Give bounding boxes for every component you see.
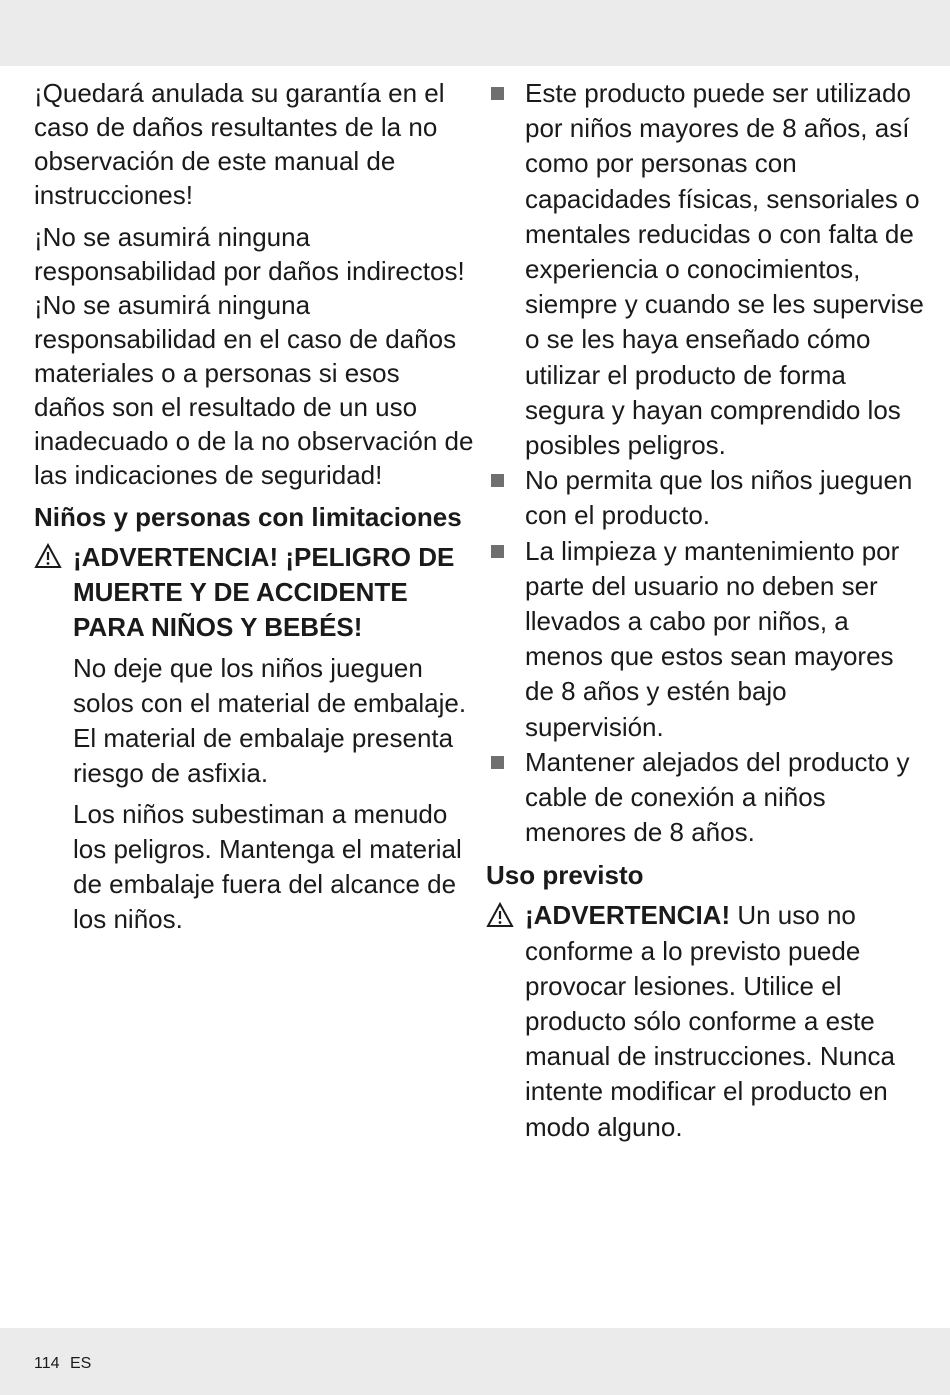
warning-label: ¡ADVERTENCIA! <box>525 900 731 931</box>
warning-paragraph-2: Los niños subestiman a menudo los peligros. Mantenga el material de embalaje fuera del alcance de los niños. <box>73 799 462 934</box>
list-item-text: La limpieza y mantenimiento por parte del usuario no deben ser llevados a cabo por niños, a menos que estos sean mayores de 8 años y estén bajo supervisión. <box>525 535 900 742</box>
warranty-paragraph: ¡Quedará anulada su garantía en el caso de daños resultantes de la no observación de este manual de instrucciones! <box>34 78 445 210</box>
list-item-text: No permita que los niños jueguen con el producto. <box>525 465 913 531</box>
language-code: ES <box>69 1355 92 1372</box>
footer-band <box>0 1328 950 1395</box>
list-item <box>486 76 926 463</box>
warning-title: ¡ADVERTENCIA! ¡PELIGRO DE MUERTE Y DE ACCIDENTE PARA NIÑOS Y BEBÉS! <box>73 542 455 642</box>
warning-body <box>34 651 474 937</box>
list-item <box>486 745 926 851</box>
page-number: 114 <box>34 1355 60 1372</box>
list-item-text: Este producto puede ser utilizado por niños mayores de 8 años, así como por personas con capacidades físicas, sensoriales o mentales reducidas o con falta de experiencia o conocimientos, siempre y cuando se les supervise o se les haya enseñado cómo utilizar el producto de forma segura y hayan comprendido los posibles peligros. <box>525 78 924 461</box>
left-column <box>34 76 474 943</box>
header-band <box>0 0 950 66</box>
list-item <box>486 534 926 745</box>
warning-block <box>34 540 474 645</box>
list-item <box>486 463 926 533</box>
list-item-text: Mantener alejados del producto y cable de conexión a niños menores de 8 años. <box>525 746 910 848</box>
square-bullet-icon <box>491 87 504 100</box>
square-bullet-icon <box>491 545 504 558</box>
warning-triangle-icon <box>34 542 62 570</box>
intended-use-warning <box>486 898 926 1144</box>
square-bullet-icon <box>491 756 504 769</box>
warning-paragraph-1: No deje que los niños jueguen solos con el material de embalaje. El material de embalaje presenta riesgo de asfixia. <box>73 653 467 788</box>
warning-triangle-icon <box>486 901 514 929</box>
page-footer <box>34 1355 91 1373</box>
section-heading-children: Niños y personas con limitaciones <box>34 502 462 532</box>
liability-paragraph: ¡No se asumirá ninguna responsabilidad por daños indirectos! ¡No se asumirá ninguna responsabilidad en el caso de daños materiales o a personas si esos daños son el resultado de un uso inadecuado o de la no observación de las indicaciones de seguridad! <box>34 222 474 490</box>
right-column <box>486 76 926 1145</box>
warning-text: Un uso no conforme a lo previsto puede provocar lesiones. Utilice el producto sólo conforme a este manual de instrucciones. Nunca intente modificar el producto en modo alguno. <box>525 900 895 1142</box>
square-bullet-icon <box>491 474 504 487</box>
section-heading-intended-use: Uso previsto <box>486 860 644 891</box>
